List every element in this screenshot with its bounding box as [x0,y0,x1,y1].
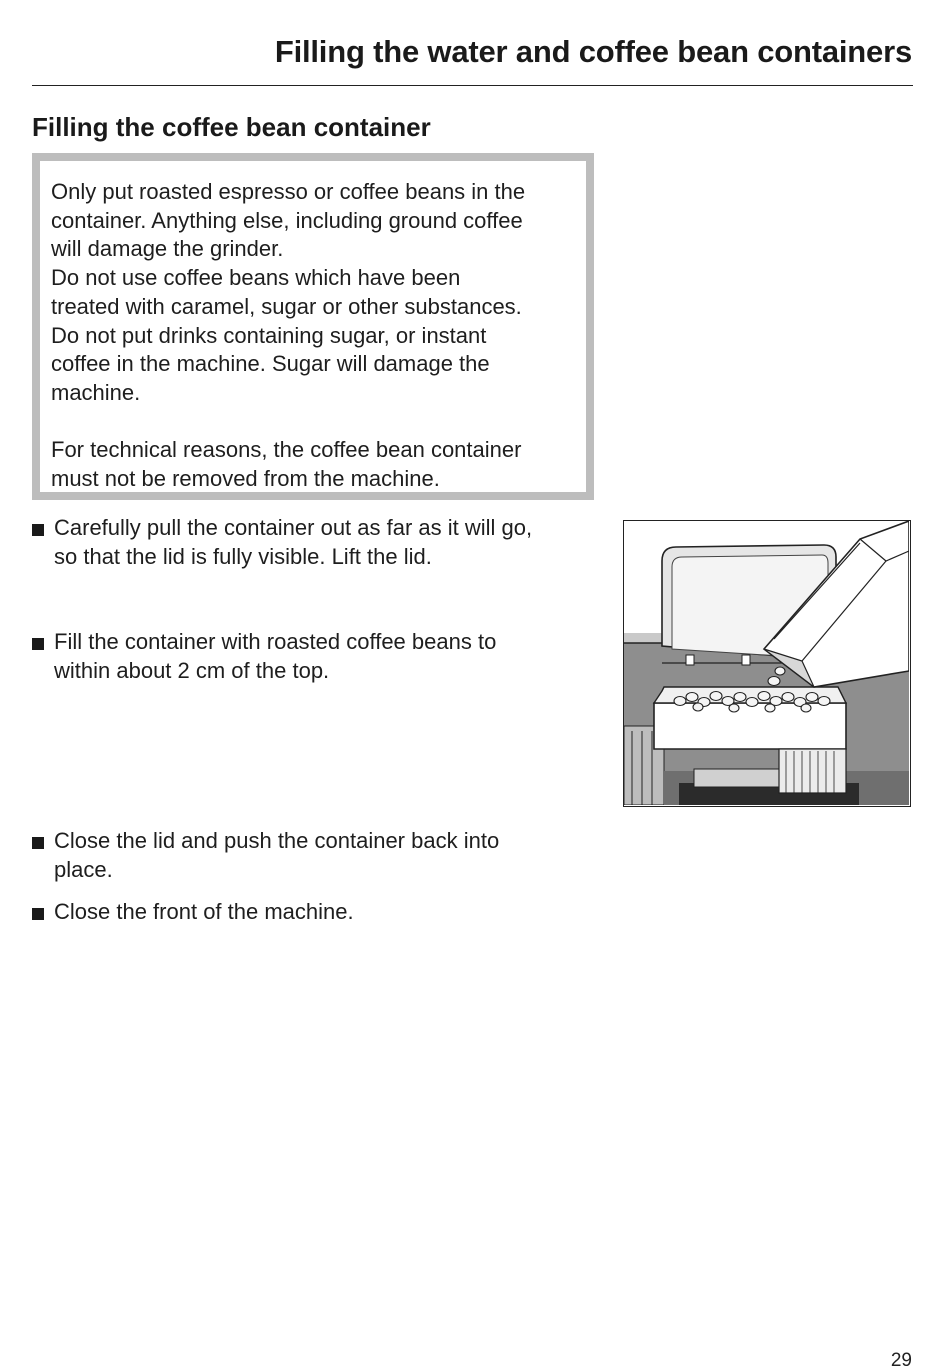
warning-line: coffee in the machine. Sugar will damage the [51,351,490,377]
warning-paragraph-1 [51,178,576,408]
step-line: place. [54,856,113,882]
step-pull-container [32,514,592,571]
warning-line: machine. [51,379,141,405]
step-line: Carefully pull the container out as far as it will go, [54,515,533,540]
warning-line: Only put roasted espresso or coffee beans in the [51,179,526,204]
square-bullet-icon [32,837,44,849]
square-bullet-icon [32,524,44,536]
square-bullet-icon [32,908,44,920]
step-text [54,628,592,685]
warning-line: will damage the grinder. [51,236,284,262]
warning-line: Do not put drinks containing sugar, or instant [51,322,487,348]
warning-paragraph-2 [51,436,576,493]
title-divider [32,85,913,86]
page-number: 29 [890,1350,912,1371]
step-text [54,514,592,571]
warning-line: container. Anything else, including ground coffee [51,207,523,233]
warning-box [32,153,594,500]
warning-line: Do not use coffee beans which have been [51,265,461,291]
warning-line: must not be removed from the machine. [51,465,440,491]
step-fill-container [32,628,592,685]
coffee-bean-container-illustration [623,520,911,807]
step-line: so that the lid is fully visible. Lift the lid. [54,543,432,569]
step-close-lid [32,827,592,884]
step-line: Close the lid and push the container back into [54,828,500,853]
warning-line: For technical reasons, the coffee bean container [51,437,522,462]
page-title: Filling the water and coffee bean containers [274,34,912,69]
step-close-front [32,898,592,927]
step-line: Close the front of the machine. [54,899,354,924]
step-line: Fill the container with roasted coffee beans to [54,629,497,654]
step-line: within about 2 cm of the top. [54,657,330,683]
warning-line: treated with caramel, sugar or other substances. [51,293,522,319]
section-heading: Filling the coffee bean container [32,112,431,142]
step-text [54,898,592,927]
square-bullet-icon [32,638,44,650]
step-text [54,827,592,884]
